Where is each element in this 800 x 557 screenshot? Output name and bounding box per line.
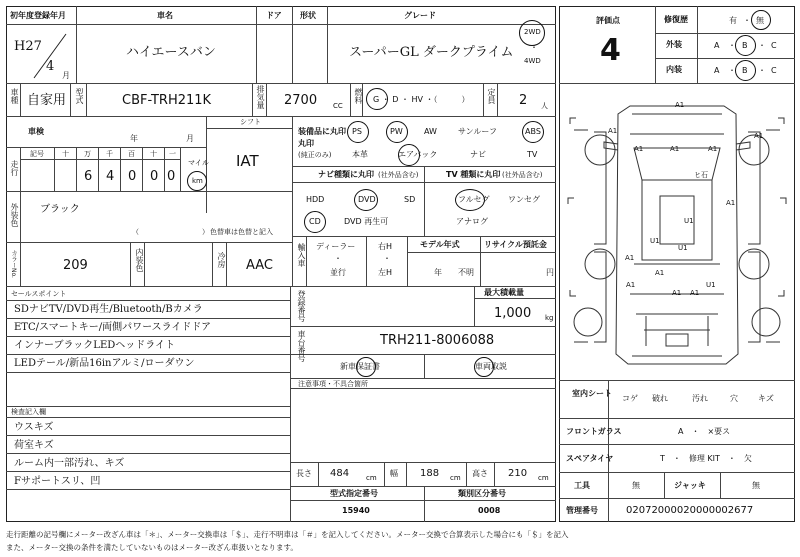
repair-label: 修復歴 [664, 15, 688, 24]
spare-tire-label: スペアタイヤ [566, 454, 614, 463]
import-right-h: 右H [378, 242, 393, 251]
color-paren: （ ） [132, 228, 209, 236]
exterior-c: C [771, 41, 777, 50]
grade-label: グレード [404, 11, 436, 20]
drive-2wd: 2WD [524, 28, 541, 36]
navi-cd: CD [309, 217, 321, 226]
inspection-month: 月 [186, 134, 194, 143]
tv-note: (社外品含む) [502, 171, 543, 179]
equip-ps: PS [352, 127, 362, 136]
equip-leather: 本革 [352, 150, 368, 159]
max-load-label: 最大積載量 [484, 288, 524, 297]
repair-yes: 有 [729, 16, 737, 25]
drive-dot: ・ [530, 43, 538, 52]
max-load-value: 1,000 [494, 306, 532, 321]
int-color-label: 内装色 [135, 248, 144, 272]
jack-value: 無 [752, 481, 760, 490]
recycle-label: リサイクル預託金 [484, 240, 547, 249]
inspector-line-3: Fサポートスリ、凹 [14, 476, 101, 487]
width-label: 幅 [390, 469, 398, 478]
color-note: 色替車は色替と記入 [210, 228, 273, 236]
equip-tv: TV [527, 150, 538, 159]
navi-hdd: HDD [306, 195, 325, 204]
windshield-label: フロントガラス [566, 427, 622, 436]
type-designation-value: 15940 [342, 506, 370, 515]
color-no-label: カラーNo. [10, 250, 17, 278]
exterior-a: A [714, 41, 720, 50]
chassis-label: 車台番号 [297, 330, 306, 362]
equipment-subtitle: (純正のみ) [298, 151, 332, 159]
capacity-value: 2 [519, 93, 528, 108]
import-left-h: 左H [378, 268, 393, 277]
tools-value: 無 [632, 481, 640, 490]
month-unit: 月 [62, 71, 70, 80]
mark-a1-2: A1 [634, 145, 644, 153]
cc-unit: CC [333, 102, 343, 110]
mark-u1-1: U1 [684, 217, 694, 225]
footer-line-2: また、メーター交換の条件を満たしていないものはメーター改ざん車扱いとなります。 [6, 543, 298, 552]
score-label: 評価点 [596, 16, 620, 25]
navi-dvd-play: DVD 再生可 [344, 217, 389, 226]
notes-label: 注意事項・不具合箇所 [298, 380, 368, 388]
era-year: H27 [14, 39, 42, 54]
mark-u1-2: U1 [650, 237, 660, 245]
mileage-symbol-label: 記号 [30, 150, 44, 158]
mark-a1-top: A1 [675, 101, 685, 109]
exterior-b: B [742, 41, 748, 50]
height-value: 210 [508, 468, 528, 479]
navi-sd: SD [404, 195, 416, 204]
height-label: 高さ [472, 469, 488, 478]
shape-label: 形状 [300, 11, 316, 20]
person-unit: 人 [541, 102, 548, 110]
seat-opt-0: コゲ [622, 394, 638, 403]
chassis-value: TRH211-8006088 [380, 333, 495, 348]
import-dealer: ディーラー [316, 242, 356, 251]
repair-dot: ・ [743, 16, 751, 25]
model-year-label: モデル年式 [420, 240, 460, 249]
inspector-line-1: 荷室キズ [14, 440, 54, 451]
mileage-digit-0: 6 [84, 169, 93, 184]
shift-label: シフト [240, 118, 261, 126]
door-label: ドア [266, 11, 282, 20]
inspection-label: 車検 [28, 127, 44, 136]
capacity-label: 定員 [487, 88, 496, 104]
width-value: 188 [420, 468, 440, 479]
model-year-unknown: 不明 [458, 268, 474, 277]
interior-seat-label: 室内シート [572, 389, 612, 398]
type-designation-label: 型式指定番号 [330, 489, 378, 498]
height-cm: cm [538, 474, 549, 482]
color-value: ブラック [40, 204, 80, 215]
mark-a1-5: A1 [754, 132, 764, 140]
interior-a: A [714, 66, 720, 75]
interior-dot-1: ・ [728, 66, 736, 75]
color-no-value: 209 [63, 258, 88, 273]
width-cm: cm [450, 474, 461, 482]
displacement-value: 2700 [284, 93, 318, 108]
mark-u1-3: U1 [678, 244, 688, 252]
tv-analog: アナログ [456, 217, 488, 226]
mark-a1-11: A1 [690, 289, 700, 297]
interior-dot-2: ・ [758, 66, 766, 75]
mileage-digit-1: 4 [106, 169, 115, 184]
new-car-warranty: 新車保証書 [340, 362, 380, 371]
km-label: km [192, 177, 203, 185]
import-dot: ・ [334, 254, 342, 263]
drive-4wd: 4WD [524, 57, 541, 65]
exterior-label: 外装 [666, 40, 682, 49]
windshield-value: A ・ ×要ス [678, 427, 731, 436]
mileage-unit-4: 十 [150, 150, 157, 158]
tools-label: 工具 [574, 481, 590, 490]
mark-a1-9: A1 [655, 269, 665, 277]
shift-value: IAT [236, 152, 259, 170]
inspector-label: 検査記入欄 [11, 408, 46, 416]
model-year-unit: 年 [434, 268, 442, 277]
mark-a1-4: A1 [708, 145, 718, 153]
interior-b: B [742, 66, 748, 75]
equip-aw: AW [424, 127, 437, 136]
import-label: 輸入車 [297, 243, 306, 267]
mileage-unit-0: 十 [62, 150, 69, 158]
interior-label: 内装 [666, 65, 682, 74]
repair-no: 無 [756, 16, 764, 25]
tv-oneseg: ワンセグ [508, 195, 540, 204]
fuel-options: G ・ D ・ HV ・（ ） [373, 95, 470, 104]
model-label: 車名 [157, 11, 173, 20]
mileage-unit-3: 百 [128, 150, 135, 158]
equip-navi: ナビ [470, 150, 486, 159]
inspector-line-2: ルーム内一部汚れ、キズ [14, 458, 125, 469]
vehicle-diagram [560, 84, 794, 380]
jack-label: ジャッキ [674, 481, 706, 490]
equip-abs: ABS [525, 127, 541, 136]
type-label: 型式 [75, 88, 84, 104]
sales-line-1: ETC/スマートキー/両側パワースライドドア [14, 322, 212, 333]
spare-tire-value: T ・ 修理 KIT ・ 欠 [660, 454, 752, 463]
equipment-sub: 丸印 [298, 139, 314, 148]
equip-sunroof: サンルーフ [458, 127, 497, 136]
length-label: 長さ [296, 469, 312, 478]
ac-label: 冷房 [217, 252, 226, 268]
import-dot-2: ・ [383, 254, 391, 263]
mileage-digit-4: 0 [167, 169, 176, 184]
displacement-label: 排気量 [256, 85, 265, 109]
ac-value: AAC [246, 258, 273, 273]
seat-opt-2: 汚れ [692, 394, 708, 403]
equip-airbag: エアバック [398, 150, 438, 159]
grade-name: スーパーGL ダークプライム [349, 45, 514, 60]
score-value: 4 [600, 33, 621, 68]
inspector-line-0: ウスキズ [14, 422, 54, 433]
sales-label: セールスポイント [11, 290, 67, 298]
mileage-label: 走行 [10, 160, 19, 176]
type-value: CBF-TRH211K [122, 93, 212, 108]
tv-title: TV 種類に丸印 [446, 170, 501, 179]
mark-a1-1: A1 [608, 127, 618, 135]
kg-unit: kg [545, 314, 554, 322]
mark-a1-7: A1 [625, 254, 635, 262]
exterior-dot-1: ・ [728, 41, 736, 50]
class-number-value: 0008 [478, 506, 501, 515]
exterior-dot-2: ・ [758, 41, 766, 50]
mark-a1-6: A1 [726, 199, 736, 207]
mark-a1-10: A1 [672, 289, 682, 297]
mark-a1-8: A1 [626, 281, 636, 289]
mileage-unit-5: 一 [169, 150, 176, 158]
import-parallel: 並行 [330, 268, 346, 277]
fuel-label: 燃料 [354, 88, 363, 104]
mark-stone: ヒ石 [694, 171, 708, 179]
tv-fullseg: フルセグ [458, 195, 490, 204]
sales-line-0: SDナビTV/DVD再生/Bluetooth/Bカメラ [14, 304, 203, 315]
color-label: 外装色 [10, 203, 19, 227]
footer-line-1: 走行距離の記号欄にメーター改ざん車は「＊」、メーター交換車は「＄」、走行不明車は「＃」を記入してください。メーター交換で合算表示した場合にも「＄」を記入 [6, 530, 569, 539]
seat-opt-1: 破れ [652, 394, 668, 403]
vehicle-manual: 車両取説 [475, 362, 507, 371]
management-value: 02072000020000002677 [626, 505, 754, 516]
recycle-yen: 円 [546, 268, 554, 277]
mileage-unit-1: 万 [84, 150, 91, 158]
length-value: 484 [330, 468, 350, 479]
mark-a1-3: A1 [670, 145, 680, 153]
interior-c: C [771, 66, 777, 75]
sales-line-3: LEDテール/新品16inアルミ/ローダウン [14, 358, 195, 369]
equipment-title: 装備品に丸印 [298, 127, 346, 136]
inspection-year: 年 [130, 134, 138, 143]
mileage-unit-2: 千 [106, 150, 113, 158]
reg-year-label: 初年度登録年月 [10, 11, 66, 20]
class-number-label: 類別区分番号 [458, 489, 506, 498]
management-label: 管理番号 [566, 506, 598, 515]
navi-title: ナビ種類に丸印 [318, 170, 374, 179]
use-value: 自家用 [27, 93, 67, 108]
model-name: ハイエースバン [126, 45, 216, 60]
navi-note: (社外品含む) [378, 171, 419, 179]
registration-label: 登録番号 [297, 290, 306, 322]
mileage-digit-2: 0 [128, 169, 137, 184]
sales-line-2: インナーブラックLEDヘッドライト [14, 340, 175, 351]
seat-opt-3: 穴 [730, 394, 738, 403]
equip-pw: PW [390, 127, 403, 136]
mile-label: マイル [188, 159, 209, 167]
month-value: 4 [46, 59, 55, 74]
mileage-digit-3: 0 [150, 169, 159, 184]
use-label: 車種 [10, 88, 19, 104]
mark-u1-4: U1 [706, 281, 716, 289]
length-cm: cm [366, 474, 377, 482]
navi-dvd: DVD [358, 195, 376, 204]
seat-opt-4: キズ [758, 394, 774, 403]
